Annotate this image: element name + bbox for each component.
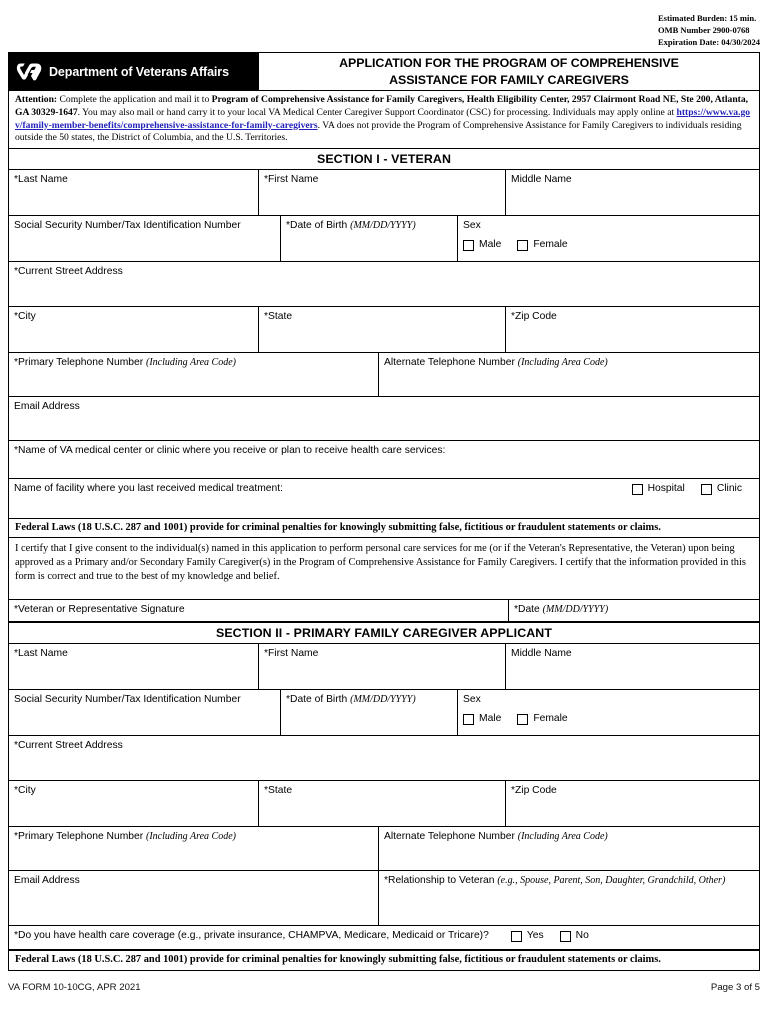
caregiver-sex-female-checkbox[interactable] <box>517 714 528 725</box>
caregiver-state-field[interactable] <box>259 781 506 826</box>
coverage-question-label: *Do you have health care coverage (e.g., private insurance, CHAMPVA, Medicare, Medicaid or Tricare)? <box>14 930 489 942</box>
attention-text-1: Complete the application and mail it to <box>57 94 212 105</box>
attention-text-2: . You may also mail or hand carry it to your local VA Medical Center Caregiver Support Coordinator (CSC) for processing. Individuals may apply online at <box>77 106 677 118</box>
caregiver-state-label: *State <box>264 785 293 797</box>
form-title-line-2: ASSISTANCE FOR FAMILY CAREGIVERS <box>389 72 629 87</box>
caregiver-relationship-note: (e.g., Spouse, Parent, Son, Daughter, Grandchild, Other) <box>497 875 726 887</box>
veteran-sex-female-checkbox[interactable] <box>517 240 528 251</box>
veteran-facility-label: Name of facility where you last received medical treatment: <box>14 483 283 494</box>
veteran-primary-phone-note: (Including Area Code) <box>146 357 236 368</box>
veteran-alternate-phone-field[interactable] <box>379 353 759 396</box>
veteran-email-label: Email Address <box>14 401 80 412</box>
veteran-facility-row <box>9 479 759 519</box>
coverage-no-checkbox[interactable] <box>560 931 571 942</box>
caregiver-first-name-label: *First Name <box>264 648 319 660</box>
veteran-facility-field[interactable] <box>9 479 759 518</box>
veteran-phone-row <box>9 353 759 397</box>
mailing-address: Program of Comprehensive Assistance for Family Caregivers, Health Eligibility Center, 2957 Clairmont Road NE, Ste 200, Atlanta, GA 30329-1647 <box>15 94 749 118</box>
coverage-yes-checkbox[interactable] <box>511 931 522 942</box>
caregiver-zip-label: *Zip Code <box>511 785 557 797</box>
veteran-name-row <box>9 170 759 216</box>
caregiver-alternate-phone-note: (Including Area Code) <box>517 831 608 843</box>
veteran-certification-statement: I certify that I give consent to the individual(s) named in this application to perform personal care services for me (or if the Veteran's Representative, the Veteran) upon being approved as a Primary and/or Secondary Family Caregiver(s) in the Program of Comprehensive Assistance for Family Caregivers. I certify that the information provided in this form is correct and true to the best of my knowledge and belief. <box>9 538 759 600</box>
facility-type-options <box>632 483 753 496</box>
veteran-sex-label: Sex <box>463 220 481 231</box>
veteran-primary-phone-field[interactable] <box>9 353 379 396</box>
veteran-signature-date-label: *Date <box>514 604 543 616</box>
form-title-line-1: APPLICATION FOR THE PROGRAM OF COMPREHENSIVE <box>339 56 679 70</box>
caregiver-sex-label: Sex <box>463 694 481 706</box>
veteran-zip-label: *Zip Code <box>511 311 557 322</box>
caregiver-sex-male-checkbox[interactable] <box>463 714 474 725</box>
caregiver-ssn-field[interactable] <box>9 690 281 735</box>
coverage-yes-label: Yes <box>526 930 544 942</box>
veteran-vamc-row <box>9 441 759 479</box>
caregiver-email-field[interactable] <box>9 871 379 925</box>
veteran-email-field[interactable] <box>9 397 759 440</box>
veteran-city-state-zip-row <box>9 307 759 353</box>
veteran-last-name-field[interactable] <box>9 170 259 215</box>
veteran-sex-male-checkbox[interactable] <box>463 240 474 251</box>
caregiver-ssn-label: Social Security Number/Tax Identification Number <box>14 694 241 706</box>
caregiver-sex-field <box>458 690 759 735</box>
caregiver-primary-phone-note: (Including Area Code) <box>146 831 236 843</box>
veteran-dob-format: (MM/DD/YYYY) <box>350 220 416 231</box>
caregiver-street-address-field[interactable] <box>9 736 759 780</box>
form-number-text: VA FORM 10-10CG, APR 2021 <box>8 982 141 993</box>
estimated-burden-text: Estimated Burden: 15 min. <box>658 13 757 23</box>
va-seal-icon <box>16 61 42 82</box>
veteran-vamc-label: *Name of VA medical center or clinic where you receive or plan to receive health care services: <box>14 445 446 456</box>
veteran-first-name-field[interactable] <box>259 170 506 215</box>
caregiver-alternate-phone-field[interactable] <box>379 827 759 870</box>
caregiver-relationship-field[interactable] <box>379 871 759 925</box>
caregiver-dob-label: *Date of Birth <box>286 694 351 706</box>
expiration-date-text: Expiration Date: 04/30/2024 <box>658 37 760 48</box>
veteran-sex-male-label: Male <box>479 238 502 250</box>
caregiver-ssn-dob-sex-row <box>9 690 759 736</box>
caregiver-name-row <box>9 644 759 690</box>
caregiver-email-relationship-row <box>9 871 759 926</box>
apply-online-link[interactable]: https://www.va.gov/family-member-benefits/comprehensive-assistance-for-family-caregivers <box>15 106 751 131</box>
veteran-sex-field <box>458 216 759 261</box>
caregiver-middle-name-field[interactable] <box>506 644 759 689</box>
caregiver-zip-field[interactable] <box>506 781 759 826</box>
section-1-header: SECTION I - VETERAN <box>9 149 759 170</box>
agency-name: Department of Veterans Affairs <box>49 64 229 79</box>
veteran-last-name-label: *Last Name <box>14 174 68 185</box>
veteran-ssn-field[interactable] <box>9 216 281 261</box>
veteran-dob-label: *Date of Birth <box>286 220 351 231</box>
facility-hospital-label: Hospital <box>647 483 685 494</box>
veteran-vamc-field[interactable] <box>9 441 759 478</box>
veteran-middle-name-label: Middle Name <box>511 174 572 185</box>
caregiver-first-name-field[interactable] <box>259 644 506 689</box>
va-branding-block <box>9 53 259 90</box>
veteran-signature-label: *Veteran or Representative Signature <box>14 604 185 616</box>
veteran-alternate-phone-label: Alternate Telephone Number <box>384 357 518 368</box>
caregiver-middle-name-label: Middle Name <box>511 648 572 660</box>
veteran-state-field[interactable] <box>259 307 506 352</box>
facility-clinic-label: Clinic <box>716 483 742 494</box>
caregiver-street-address-label: *Current Street Address <box>14 740 123 752</box>
veteran-signature-date-format: (MM/DD/YYYY) <box>542 604 609 616</box>
attention-text-3: . VA does not provide the Program of Comprehensive Assistance for Family Caregivers to individuals residing outside the 50 states, the District of Columbia, and the U.S. Territories. <box>15 119 742 144</box>
caregiver-sex-male-label: Male <box>479 713 502 725</box>
attention-label: Attention: <box>15 94 58 105</box>
page-footer <box>8 982 760 993</box>
veteran-city-field[interactable] <box>9 307 259 352</box>
form-title <box>259 53 759 90</box>
veteran-street-address-row <box>9 262 759 307</box>
section-2-federal-laws-statement: Federal Laws (18 U.S.C. 287 and 1001) provide for criminal penalties for knowingly submitting false, fictitious or fraudulent statements or claims. <box>9 950 759 969</box>
veteran-street-address-label: *Current Street Address <box>14 266 123 277</box>
veteran-signature-row <box>9 600 759 622</box>
caregiver-city-label: *City <box>14 785 36 797</box>
omb-number-text: OMB Number 2900-0768 <box>658 25 750 36</box>
caregiver-sex-options <box>463 713 759 726</box>
caregiver-primary-phone-label: *Primary Telephone Number <box>14 831 147 843</box>
coverage-no-label: No <box>575 930 589 942</box>
caregiver-last-name-label: *Last Name <box>14 648 68 660</box>
veteran-first-name-label: *First Name <box>264 174 319 185</box>
caregiver-alternate-phone-label: Alternate Telephone Number <box>384 831 518 843</box>
veteran-zip-field[interactable] <box>506 307 759 352</box>
veteran-street-address-field[interactable] <box>9 262 759 306</box>
caregiver-city-state-zip-row <box>9 781 759 827</box>
veteran-sex-female-label: Female <box>533 238 568 250</box>
caregiver-primary-phone-field[interactable] <box>9 827 379 870</box>
caregiver-street-address-row <box>9 736 759 781</box>
veteran-email-row <box>9 397 759 441</box>
veteran-signature-field[interactable] <box>9 600 509 621</box>
facility-hospital-checkbox[interactable] <box>632 484 643 495</box>
veteran-signature-date-field[interactable] <box>509 600 759 621</box>
caregiver-dob-field[interactable] <box>281 690 458 735</box>
veteran-city-label: *City <box>14 311 36 322</box>
coverage-options <box>511 930 600 943</box>
veteran-alternate-phone-note: (Including Area Code) <box>517 357 608 368</box>
caregiver-city-field[interactable] <box>9 781 259 826</box>
veteran-sex-options <box>463 239 759 252</box>
page-number-text: Page 3 of 5 <box>710 982 760 993</box>
veteran-middle-name-field[interactable] <box>506 170 759 215</box>
veteran-ssn-dob-sex-row <box>9 216 759 262</box>
caregiver-coverage-field <box>9 926 759 949</box>
caregiver-last-name-field[interactable] <box>9 644 259 689</box>
facility-clinic-checkbox[interactable] <box>701 484 712 495</box>
section-2-header: SECTION II - PRIMARY FAMILY CAREGIVER APPLICANT <box>9 622 759 644</box>
caregiver-phone-row <box>9 827 759 871</box>
veteran-primary-phone-label: *Primary Telephone Number <box>14 357 147 368</box>
veteran-dob-field[interactable] <box>281 216 458 261</box>
veteran-ssn-label: Social Security Number/Tax Identification Number <box>14 220 241 231</box>
form-container <box>8 52 760 971</box>
caregiver-coverage-row <box>9 926 759 950</box>
section-1-federal-laws-statement: Federal Laws (18 U.S.C. 287 and 1001) provide for criminal penalties for knowingly submitting false, fictitious or fraudulent statements or claims. <box>9 519 759 538</box>
burden-block <box>658 12 760 48</box>
veteran-state-label: *State <box>264 311 293 322</box>
form-header <box>9 53 759 91</box>
caregiver-dob-format: (MM/DD/YYYY) <box>350 694 416 706</box>
attention-paragraph <box>9 91 759 149</box>
caregiver-email-label: Email Address <box>14 875 80 887</box>
caregiver-relationship-label: *Relationship to Veteran <box>384 875 498 887</box>
caregiver-sex-female-label: Female <box>533 713 568 725</box>
